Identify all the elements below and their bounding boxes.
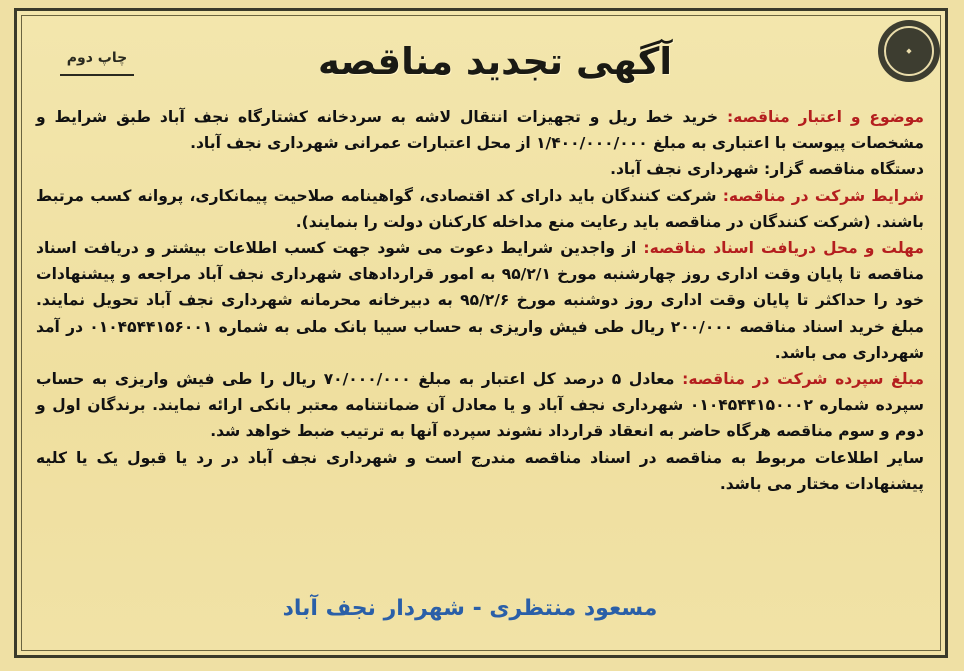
deposit-paragraph: [36, 366, 924, 445]
subject-label: موضوع و اعتبار مناقصه:: [726, 108, 925, 126]
conditions-paragraph: [36, 183, 924, 235]
mayor-signature: مسعود منتظری - شهردار نجف آباد: [282, 596, 658, 621]
logo-emblem-icon: ◆: [884, 26, 934, 76]
subject-text: خرید خط ریل و تجهیزات انتقال لاشه به سردخانه کشتارگاه نجف آباد طبق شرایط و مشخصات پیوست با اعتباری به مبلغ ۱/۴۰۰/۰۰۰/۰۰۰ از محل اعتبارات عمرانی شهرداری نجف آباد.: [36, 108, 924, 153]
notice-title: آگهی تجدید مناقصه: [317, 40, 673, 83]
organizer-paragraph: [36, 156, 924, 182]
other-text: سایر اطلاعات مربوط به مناقصه در اسناد مناقصه مندرج است و شهرداری نجف آباد در رد یا قبول یک یا کلیه پیشنهادات مختار می باشد.: [36, 448, 924, 493]
deposit-text: معادل ۵ درصد کل اعتبار به مبلغ ۷۰/۰۰۰/۰۰۰ ریال را طی فیش واریزی به حساب سپرده شماره ۰۱۰۴۵۴۴۱۵۰۰۰۲ شهرداری نجف آباد و یا معادل آن ضمانتنامه معتبر بانکی ارائه نمایند. برندگان اول و دوم و سوم مناقصه هرگاه حاضر به انعقاد قرارداد نشوند سپرده آنها به ترتیب ضبط خواهد شد.: [36, 370, 924, 441]
organizer-text: دستگاه مناقصه گزار: شهرداری نجف آباد.: [610, 160, 924, 179]
deposit-label: مبلغ سپرده شرکت در مناقصه:: [682, 370, 924, 389]
municipality-logo: [878, 20, 940, 82]
conditions-text: شرکت کنندگان باید دارای کد اقتصادی، گواهینامه صلاحیت پیمانکاری، پروانه کسب مرتبط باشند. (شرکت کنندگان در مناقصه باید رعایت منع مداخله کارکنان دولت را بنمایند).: [36, 186, 924, 231]
conditions-label: شرایط شرکت در مناقصه:: [722, 186, 924, 205]
other-paragraph: [36, 445, 924, 497]
deadline-paragraph: [36, 235, 924, 366]
subject-paragraph: [36, 104, 924, 156]
deadline-text: از واجدین شرایط دعوت می شود جهت کسب اطلاعات بیشتر و دریافت اسناد مناقصه تا پایان وقت اداری روز چهارشنبه مورخ ۹۵/۲/۱ به امور قراردادهای شهرداری نجف آباد مراجعه و پیشنهادات خود را حداکثر تا پایان وقت اداری روز دوشنبه مورخ ۹۵/۲/۶ به دبیرخانه محرمانه شهرداری نجف آباد تحویل نمایند. مبلغ خرید اسناد مناقصه ۲۰۰/۰۰۰ ریال طی فیش واریزی به حساب سیبا بانک ملی به شماره ۰۱۰۴۵۴۴۱۵۶۰۰۱ در آمد شهرداری می باشد.: [36, 239, 924, 362]
deadline-label: مهلت و محل دریافت اسناد مناقصه:: [643, 239, 924, 258]
notice-body: [36, 104, 924, 497]
print-badge: چاپ دوم: [60, 50, 134, 76]
